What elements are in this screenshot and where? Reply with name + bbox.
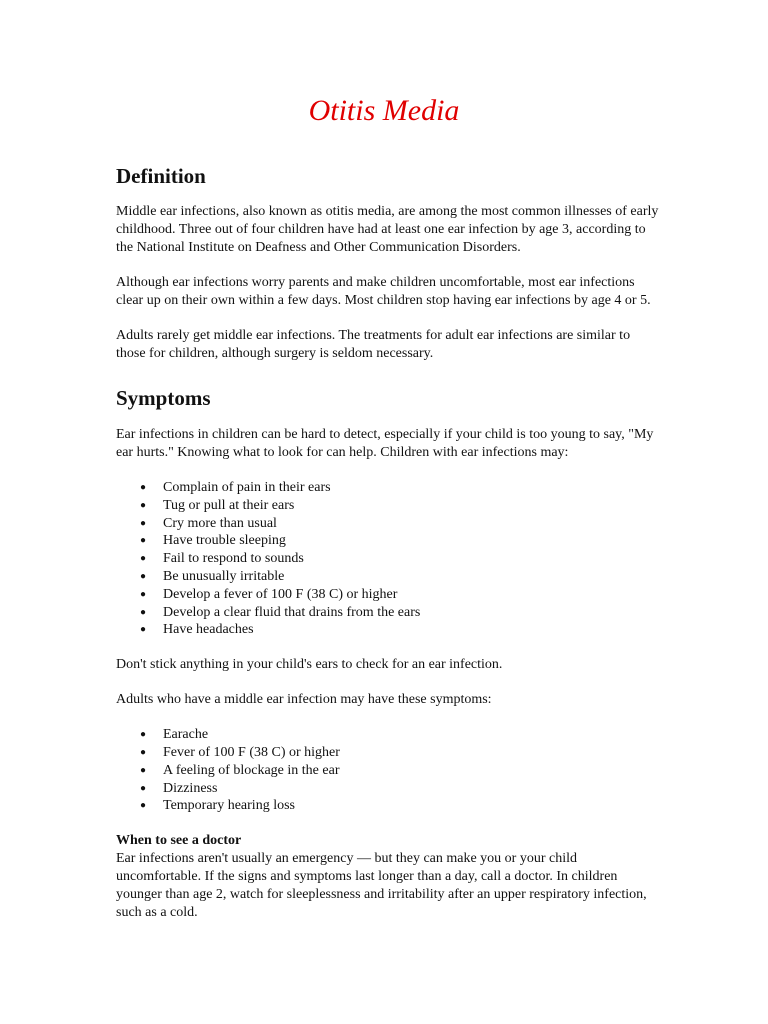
list-item-text: Cry more than usual bbox=[163, 515, 277, 531]
list-item-text: Tug or pull at their ears bbox=[163, 497, 295, 513]
list-item-text: Earache bbox=[163, 727, 209, 743]
list-item bbox=[116, 621, 661, 639]
list-item bbox=[116, 532, 661, 550]
list-item bbox=[116, 550, 661, 568]
bullet-icon: ● bbox=[140, 782, 147, 794]
list-item-text: Be unusually irritable bbox=[163, 568, 285, 584]
bullet-icon: ● bbox=[140, 729, 147, 741]
list-item bbox=[116, 497, 661, 515]
definition-paragraph-1: Middle ear infections, also known as otitis media, are among the most common illnesses of early childhood. Three out of four children have had at least one ear infection by age 3, according to the National Institute on Deafness and Other Communication Disorders. bbox=[116, 204, 659, 255]
document-page bbox=[116, 0, 661, 922]
list-item-text: Develop a clear fluid that drains from the ears bbox=[163, 604, 421, 620]
bullet-icon: ● bbox=[140, 570, 147, 582]
list-item-text: Dizziness bbox=[163, 780, 218, 796]
list-item bbox=[116, 762, 661, 780]
list-item bbox=[116, 515, 661, 533]
list-item bbox=[116, 744, 661, 762]
doctor-paragraph: Ear infections aren't usually an emergency — but they can make you or your child uncomfortable. If the signs and symptoms last longer than a day, call a doctor. In children younger than age 2, watch for sleeplessness and irritability after an upper respiratory infection, such as a cold. bbox=[116, 851, 647, 921]
list-item-text: Fail to respond to sounds bbox=[163, 551, 304, 567]
bullet-icon: ● bbox=[140, 588, 147, 600]
bullet-icon: ● bbox=[140, 482, 147, 493]
adult-symptoms-list bbox=[116, 726, 661, 815]
list-item bbox=[116, 586, 661, 604]
list-item-text: Complain of pain in their ears bbox=[163, 480, 331, 495]
bullet-icon: ● bbox=[140, 553, 147, 565]
list-item-text: Develop a fever of 100 F (38 C) or higher bbox=[163, 586, 398, 602]
bullet-icon: ● bbox=[140, 800, 147, 812]
warning-paragraph: Don't stick anything in your child's ears to check for an ear infection. bbox=[116, 657, 503, 673]
adult-symptoms-intro: Adults who have a middle ear infection may have these symptoms: bbox=[116, 692, 492, 708]
symptoms-intro: Ear infections in children can be hard to detect, especially if your child is too young to say, "My ear hurts." Knowing what to look for can help. Children with ear infections may: bbox=[116, 427, 654, 460]
bullet-icon: ● bbox=[140, 535, 147, 547]
symptoms-heading: Symptoms bbox=[116, 386, 211, 410]
child-symptoms-list bbox=[116, 479, 661, 639]
bullet-icon: ● bbox=[140, 746, 147, 758]
definition-paragraph-2: Although ear infections worry parents and make children uncomfortable, most ear infections clear up on their own within a few days. Most children stop having ear infections by age 4 or 5. bbox=[116, 275, 651, 308]
definition-paragraph-3: Adults rarely get middle ear infections. The treatments for adult ear infections are similar to those for children, although surgery is seldom necessary. bbox=[116, 328, 631, 361]
bullet-icon: ● bbox=[140, 606, 147, 618]
list-item-text: Have headaches bbox=[163, 622, 254, 638]
document-title: Otitis Media bbox=[308, 94, 460, 127]
bullet-icon: ● bbox=[140, 517, 147, 529]
definition-heading: Definition bbox=[116, 164, 206, 188]
list-item bbox=[116, 780, 661, 798]
list-item bbox=[116, 726, 661, 744]
doctor-subheading: When to see a doctor bbox=[116, 833, 242, 849]
list-item bbox=[116, 797, 661, 815]
list-item bbox=[116, 604, 661, 622]
bullet-icon: ● bbox=[140, 764, 147, 776]
list-item bbox=[116, 568, 661, 586]
list-item bbox=[116, 479, 661, 497]
list-item-text: Fever of 100 F (38 C) or higher bbox=[163, 744, 340, 760]
list-item-text: Temporary hearing loss bbox=[163, 798, 295, 814]
list-item-text: A feeling of blockage in the ear bbox=[163, 762, 340, 778]
bullet-icon: ● bbox=[140, 624, 147, 636]
bullet-icon: ● bbox=[140, 499, 147, 511]
list-item-text: Have trouble sleeping bbox=[163, 533, 286, 549]
